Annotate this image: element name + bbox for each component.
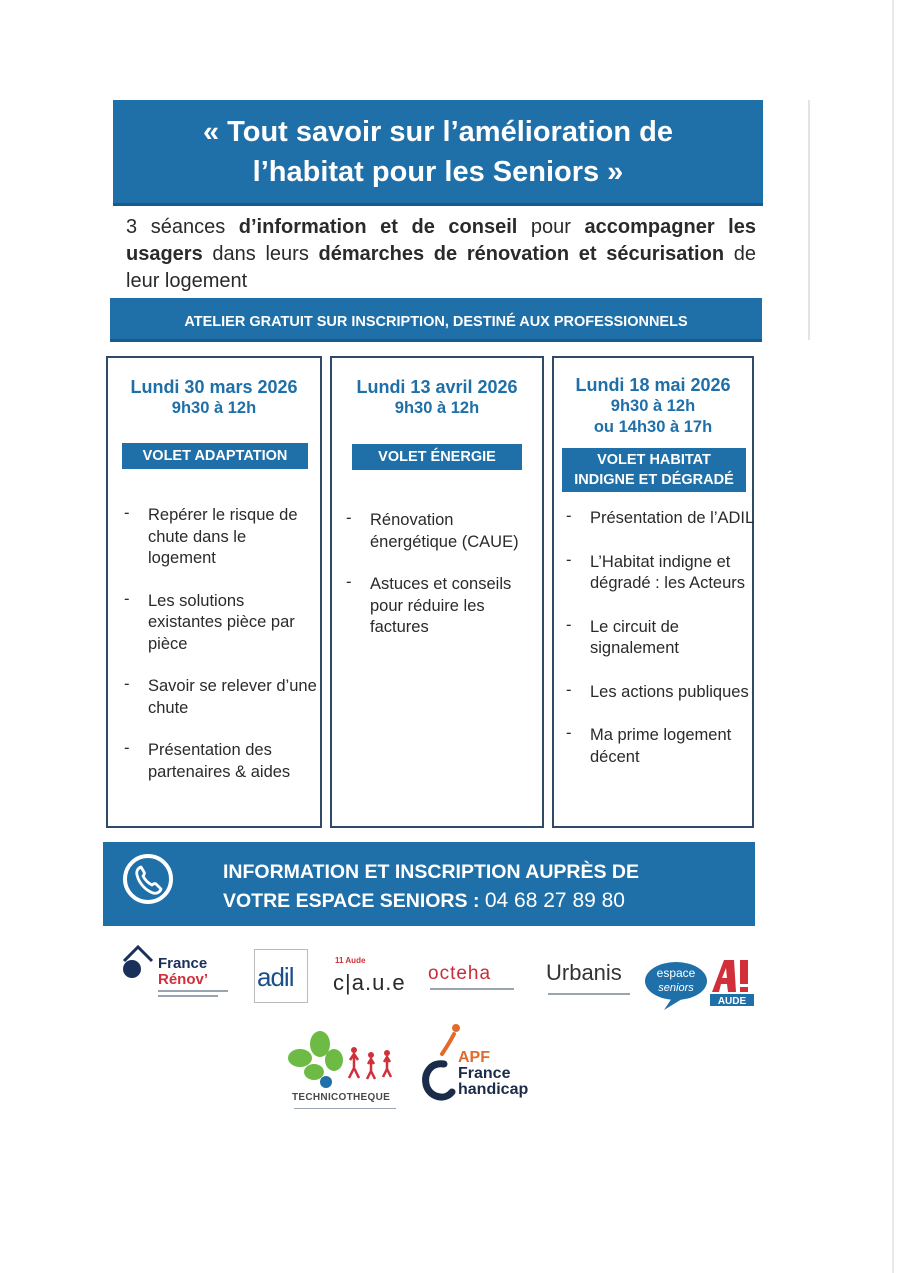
session-time: 9h30 à 12h xyxy=(171,399,257,417)
bullet-dash: - xyxy=(566,724,572,742)
topic-list xyxy=(122,505,318,804)
list-item xyxy=(122,740,318,783)
session-date: Lundi 18 mai 2026 xyxy=(575,375,731,395)
intro-text xyxy=(126,214,756,295)
figure-head xyxy=(368,1052,374,1058)
page-edge xyxy=(892,0,894,1273)
figure-icon xyxy=(383,1057,391,1077)
list-item xyxy=(564,682,758,704)
list-item xyxy=(564,508,758,530)
topic-list xyxy=(344,510,540,660)
session-time: 9h30 à 12h xyxy=(394,399,480,417)
title-line-2: l’habitat pour les Seniors » xyxy=(252,156,624,188)
list-item xyxy=(344,574,540,639)
list-item-text: Présentation de l’ADIL xyxy=(590,509,755,527)
urbanis-logo xyxy=(546,960,636,1000)
espace-seniors-emblem xyxy=(644,956,754,1012)
session-time-alt: ou 14h30 à 17h xyxy=(593,418,713,436)
bullet-dash: - xyxy=(566,550,572,569)
volet-label: VOLET ÉNERGIE xyxy=(352,444,522,470)
intro-bold: d’information et de conseil xyxy=(238,216,518,238)
session-card-energie xyxy=(330,356,544,828)
apf-word-3: handicap xyxy=(458,1081,529,1098)
apf-france-handicap-logo xyxy=(420,1022,560,1108)
technicotheque-logo xyxy=(284,1030,408,1120)
figure-head xyxy=(384,1050,390,1056)
list-item-text: Le circuit de signalement xyxy=(590,617,679,657)
list-item-text: Rénovation énergétique (CAUE) xyxy=(370,511,519,551)
caue-dept-name: Aude xyxy=(345,956,366,965)
leaf-shape xyxy=(288,1049,312,1067)
bullet-dash: - xyxy=(346,509,352,527)
session-time: 9h30 à 12h xyxy=(610,397,696,415)
technicotheque-word: TECHNICOTHEQUE xyxy=(292,1092,391,1103)
list-item-text: Les actions publiques xyxy=(590,682,749,701)
technicotheque-emblem xyxy=(284,1030,408,1092)
tagline-line xyxy=(430,988,514,990)
workshop-banner: ATELIER GRATUIT SUR INSCRIPTION, DESTINÉ AUX PROFESSIONNELS xyxy=(110,298,762,342)
bullet-dash: - xyxy=(124,675,130,693)
list-item-text: Savoir se relever d’une chute xyxy=(148,677,317,717)
aude-word: AUDE xyxy=(717,996,747,1007)
intro-part: 3 séances xyxy=(126,216,239,238)
france-renov-logo xyxy=(120,943,230,1001)
info-line-1: INFORMATION ET INSCRIPTION AUPRÈS DE xyxy=(223,861,640,883)
adil-logo xyxy=(254,949,308,1003)
list-item xyxy=(122,591,318,656)
apf-word-1: APF xyxy=(458,1049,490,1066)
caue-word: c|a.u.e xyxy=(333,970,406,995)
tagline-line xyxy=(158,990,228,992)
phone-number: 04 68 27 89 80 xyxy=(484,889,625,912)
bullet-dash: - xyxy=(124,739,130,757)
volet-label: VOLET ADAPTATION xyxy=(122,443,308,469)
caue-department xyxy=(335,956,365,965)
phone-icon xyxy=(123,854,173,904)
list-item-text: Les solutions existantes pièce par pièce xyxy=(148,591,295,653)
intro-part: pour xyxy=(517,216,585,238)
scan-mark xyxy=(808,100,810,340)
list-item xyxy=(122,505,318,570)
list-item-text: Ma prime logement décent xyxy=(590,726,732,766)
tagline-line xyxy=(548,993,630,995)
bullet-dash: - xyxy=(124,589,130,608)
aude-exclamation-bar xyxy=(740,960,748,984)
bullet-dash: - xyxy=(566,680,572,699)
list-item xyxy=(564,552,758,595)
figure-icon xyxy=(367,1059,375,1079)
france-renov-word-1: France xyxy=(158,955,208,972)
list-item xyxy=(344,510,540,553)
list-item-text: L’Habitat indigne et dégradé : les Acteurs xyxy=(590,552,746,592)
bullet-dash: - xyxy=(566,507,572,525)
espace-seniors-logo xyxy=(644,956,754,1012)
leaf-shape xyxy=(304,1064,324,1080)
volet-label-line-2: INDIGNE ET DÉGRADÉ xyxy=(574,472,734,488)
bullet-dash: - xyxy=(346,573,352,591)
session-date: Lundi 30 mars 2026 xyxy=(130,377,298,397)
title-banner xyxy=(113,100,763,206)
caue-number: 11 xyxy=(335,956,344,965)
octeha-logo xyxy=(428,963,518,993)
urbanis-word: Urbanis xyxy=(546,960,622,985)
list-item xyxy=(564,617,758,660)
tagline-line xyxy=(158,995,218,997)
blue-dot xyxy=(320,1076,332,1088)
adil-word: adil xyxy=(257,962,294,992)
apf-emblem xyxy=(420,1022,460,1108)
caue-logo xyxy=(331,956,413,998)
figure-head xyxy=(351,1047,357,1053)
session-card-habitat-indigne xyxy=(552,356,754,828)
leaf-shape xyxy=(325,1049,343,1071)
volet-label-line-1: VOLET HABITAT xyxy=(597,452,711,468)
apf-wheel xyxy=(426,1064,452,1097)
espace-word-1: espace xyxy=(656,966,696,980)
volet-label xyxy=(562,448,746,492)
apf-head xyxy=(452,1024,460,1032)
list-item-text: Astuces et conseils pour réduire les factures xyxy=(370,575,512,636)
intro-part: de leur logement xyxy=(126,243,756,292)
bullet-dash: - xyxy=(124,504,130,522)
phone-handset-icon xyxy=(135,865,163,895)
session-date: Lundi 13 avril 2026 xyxy=(356,377,518,397)
aude-exclamation-dot xyxy=(740,987,748,992)
info-line-2 xyxy=(223,889,625,913)
info-line-2-label: VOTRE ESPACE SENIORS : xyxy=(223,890,485,912)
intro-bold: accompagner les usagers xyxy=(126,216,756,265)
intro-bold: démarches de rénovation et sécurisation xyxy=(318,243,725,265)
apf-word-2: France xyxy=(458,1065,511,1082)
topic-list xyxy=(564,508,758,790)
list-item-text: Présentation des partenaires & aides xyxy=(148,741,291,781)
list-item-text: Repérer le risque de chute dans le logement xyxy=(148,506,298,567)
title-line-1: « Tout savoir sur l’amélioration de xyxy=(202,116,674,148)
list-item xyxy=(564,725,758,768)
info-banner xyxy=(103,842,755,926)
aude-a-mark xyxy=(712,960,736,992)
session-card-adaptation xyxy=(106,356,322,828)
figure-icon xyxy=(349,1054,359,1078)
apf-arm xyxy=(442,1034,454,1054)
tagline-line xyxy=(294,1108,396,1109)
intro-part: dans leurs xyxy=(202,243,319,265)
house-icon xyxy=(120,943,156,983)
list-item xyxy=(122,676,318,719)
octeha-word: octeha xyxy=(428,963,492,984)
france-renov-word-2: Rénov’ xyxy=(158,971,209,988)
espace-word-2: seniors xyxy=(658,982,694,994)
bullet-dash: - xyxy=(566,615,572,634)
